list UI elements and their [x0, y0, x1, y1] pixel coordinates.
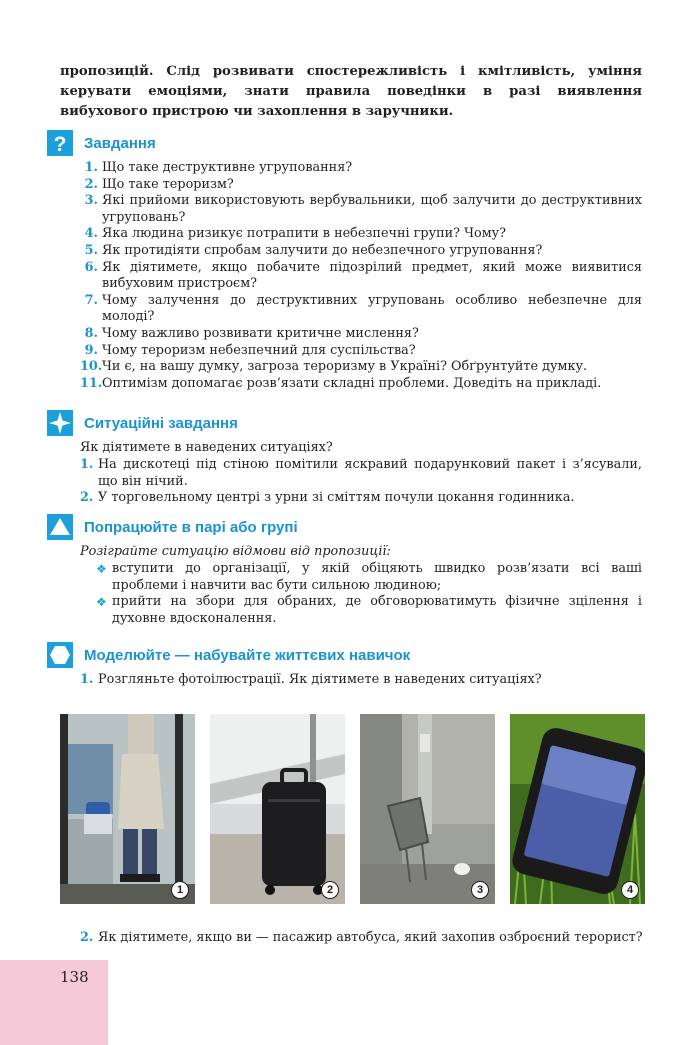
phone-in-grass-photo [510, 714, 645, 904]
intro-paragraph: пропозицій. Слід розвивати спостережливість і кмітливість, уміння керувати емоціями, знати правила поведінки в разі виявлення вибухового пристрою чи захоплення в заручники. [60, 64, 642, 119]
list-item: ❖ прийти на збори для обраних, де обговорюватимуть фізичне зцілення і духовне вдосконалення. [96, 594, 642, 626]
pair-work-header [47, 514, 298, 540]
list-item: 8. Чому важливо розвивати критичне мислення? [84, 325, 419, 341]
pair-work-title: Попрацюйте в парі або групі [84, 518, 298, 536]
page-number: 138 [60, 968, 89, 986]
photo-number-badge: 1 [171, 881, 189, 899]
photo-number-badge: 4 [621, 881, 639, 899]
list-item: 5. Як протидіяти спробам залучити до небезпечного угруповання? [84, 242, 543, 258]
suitcase-photo [210, 714, 345, 904]
pair-work-prompt: Розіграйте ситуацію відмови від пропозиції: [80, 544, 391, 559]
modeling-title: Моделюйте — набувайте життєвих навичок [84, 646, 411, 664]
list-item: 1. Що таке деструктивне угруповання? [84, 160, 353, 175]
list-item: 2. Що таке тероризм? [84, 176, 234, 192]
situations-header [47, 410, 238, 436]
modeling-question-2: 2. Як діятимете, якщо ви — пасажир автобуса, який захопив озброєний терорист? [80, 930, 643, 945]
list-item: 9. Чому тероризм небезпечний для суспільства? [84, 342, 416, 358]
page-corner-tab [0, 960, 108, 1045]
modeling-header [47, 642, 410, 668]
hexagon-icon [47, 642, 73, 668]
list-item: 3. Які прийоми використовують вербувальники, щоб залучити до деструктивних угруповань? [84, 193, 642, 225]
list-item: 10. Чи є, на вашу думку, загроза тероризму в Україні? Обґрунтуйте думку. [80, 359, 588, 375]
list-item: 1. На дискотеці під стіною помітили яскравий подарунковий пакет і з’ясували, що він нічий. [80, 457, 642, 489]
tasks-title: Завдання [84, 134, 156, 152]
tasks-header [47, 130, 156, 156]
list-item: 2. У торговельному центрі з урни зі сміттям почули цокання годинника. [80, 490, 575, 506]
situations-prompt: Як діятимете в наведених ситуаціях? [80, 440, 333, 455]
question-icon [47, 130, 73, 156]
pair-work-bullets [96, 561, 642, 627]
trash-bin-photo [360, 714, 495, 904]
tasks-list [80, 160, 642, 392]
situations-title: Ситуаційні завдання [84, 414, 238, 432]
svg-text:?: ? [53, 133, 67, 156]
list-item: 7. Чому залучення до деструктивних угруповань особливо небезпечне для молоді? [84, 292, 642, 325]
diamond-bullet-icon: ❖ [96, 595, 107, 610]
situations-list [80, 457, 642, 507]
compass-star-icon [47, 410, 73, 436]
modeling-question-1: 1. Розгляньте фотоілюстрації. Як діятимете в наведених ситуаціях? [80, 672, 542, 687]
photo-number-badge: 3 [471, 881, 489, 899]
list-item: ❖ вступити до організації, у якій обіцяють швидко розв’язати всі ваші проблеми і навчити вас бути сильною людиною; [96, 561, 642, 593]
list-item: 4. Яка людина ризикує потрапити в небезпечні групи? Чому? [84, 226, 507, 242]
photo-number-badge: 2 [321, 881, 339, 899]
triangle-icon [47, 514, 73, 540]
diamond-bullet-icon: ❖ [96, 562, 107, 576]
list-item: 11. Оптимізм допомагає розв’язати складні проблеми. Доведіть на прикладі. [80, 375, 602, 391]
bus-passenger-photo [60, 714, 195, 904]
list-item: 6. Як діятимете, якщо побачите підозрілий предмет, який може виявитися вибуховим пристроєм? [84, 259, 642, 292]
